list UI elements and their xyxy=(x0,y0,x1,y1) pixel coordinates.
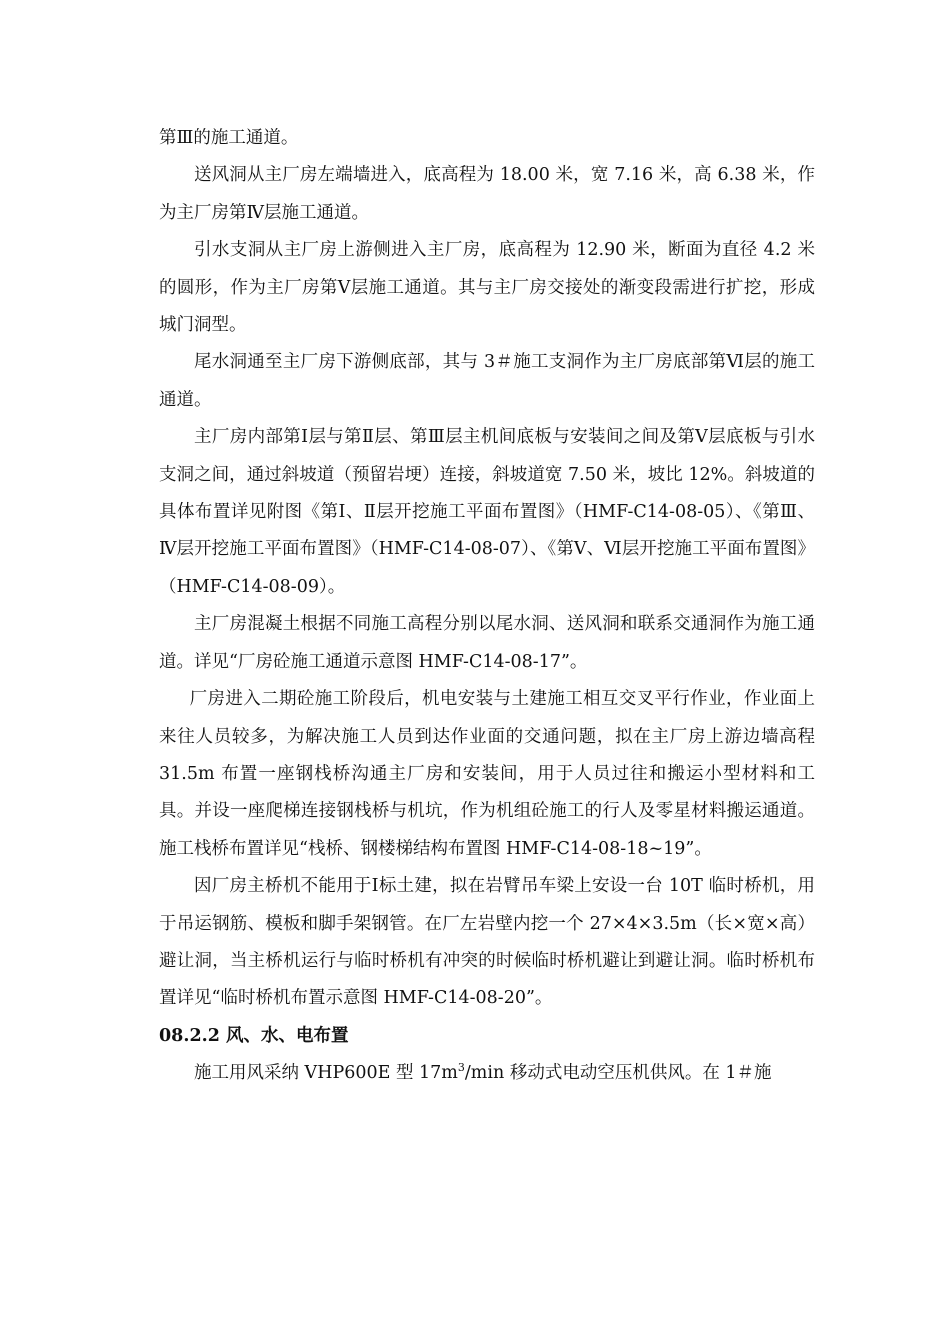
paragraph-water-diversion-branch: 引水支洞从主厂房上游侧进入主厂房，底高程为 12.90 米，断面为直径 4.2 米的圆形，作为主厂房第Ⅴ层施工通道。其与主厂房交接处的渐变段需进行扩挖，形成城门洞型。 xyxy=(159,240,815,336)
paragraph-air-supply-tunnel: 送风洞从主厂房左端墙进入，底高程为 18.00 米，宽 7.16 米，高 6.38 米，作为主厂房第Ⅳ层施工通道。 xyxy=(159,165,815,223)
paragraph-continuation: 第Ⅲ的施工通道。 xyxy=(159,128,299,148)
paragraph-tailrace-tunnel: 尾水洞通至主厂房下游侧底部，其与 3＃施工支洞作为主厂房底部第Ⅵ层的施工通道。 xyxy=(159,352,815,410)
paragraph-temporary-crane: 因厂房主桥机不能用于Ⅰ标土建，拟在岩臂吊车梁上安设一台 10T 临时桥机，用于吊运钢筋、模板和脚手架钢管。在厂左岩壁内挖一个 27×4×3.5m（长×宽×高）避让洞，当主桥机运行与临时桥机有冲突的时候临时桥机避让到避让洞。临时桥机布置详见“临时桥机布置示意图 HMF-C14-08-20”。 xyxy=(159,876,815,1009)
paragraph-concrete-access: 主厂房混凝土根据不同施工高程分别以尾水洞、送风洞和联系交通洞作为施工通道。详见“厂房砼施工通道示意图 HMF-C14-08-17”。 xyxy=(159,614,815,672)
section-heading: 08.2.2 风、水、电布置 xyxy=(159,1025,349,1046)
document-body xyxy=(159,120,815,1093)
air-supply-text-start: 施工用风采纳 VHP600E 型 17m xyxy=(194,1063,458,1084)
paragraph-steel-trestle: 厂房进入二期砼施工阶段后，机电安装与土建施工相互交叉平行作业，作业面上来往人员较多，为解决施工人员到达作业面的交通问题，拟在主厂房上游边墙高程 31.5m 布置一座钢栈桥沟通主厂房和安装间，用于人员过往和搬运小型材料和工具。并设一座爬梯连接钢栈桥与机坑，作为机组砼施工的行人及零星材料搬运通道。施工栈桥布置详见“栈桥、钢楼梯结构布置图 HMF-C14-08-18~19”。 xyxy=(159,689,815,859)
cubic-superscript: 3 xyxy=(457,1061,465,1075)
air-supply-text-end: /min 移动式电动空压机供风。在 1＃施 xyxy=(464,1063,772,1084)
paragraph-air-supply xyxy=(159,1055,815,1092)
paragraph-ramp-connection: 主厂房内部第Ⅰ层与第Ⅱ层、第Ⅲ层主机间底板与安装间之间及第Ⅴ层底板与引水支洞之间，通过斜坡道（预留岩埂）连接，斜坡道宽 7.50 米，坡比 12%。斜坡道的具体布置详见附图《第Ⅰ、Ⅱ层开挖施工平面布置图》（HMF-C14-08-05）、《第Ⅲ、Ⅳ层开挖施工平面布置图》（HMF-C14-08-07）、《第Ⅴ、Ⅵ层开挖施工平面布置图》（HMF-C14-08-09）。 xyxy=(159,427,815,597)
